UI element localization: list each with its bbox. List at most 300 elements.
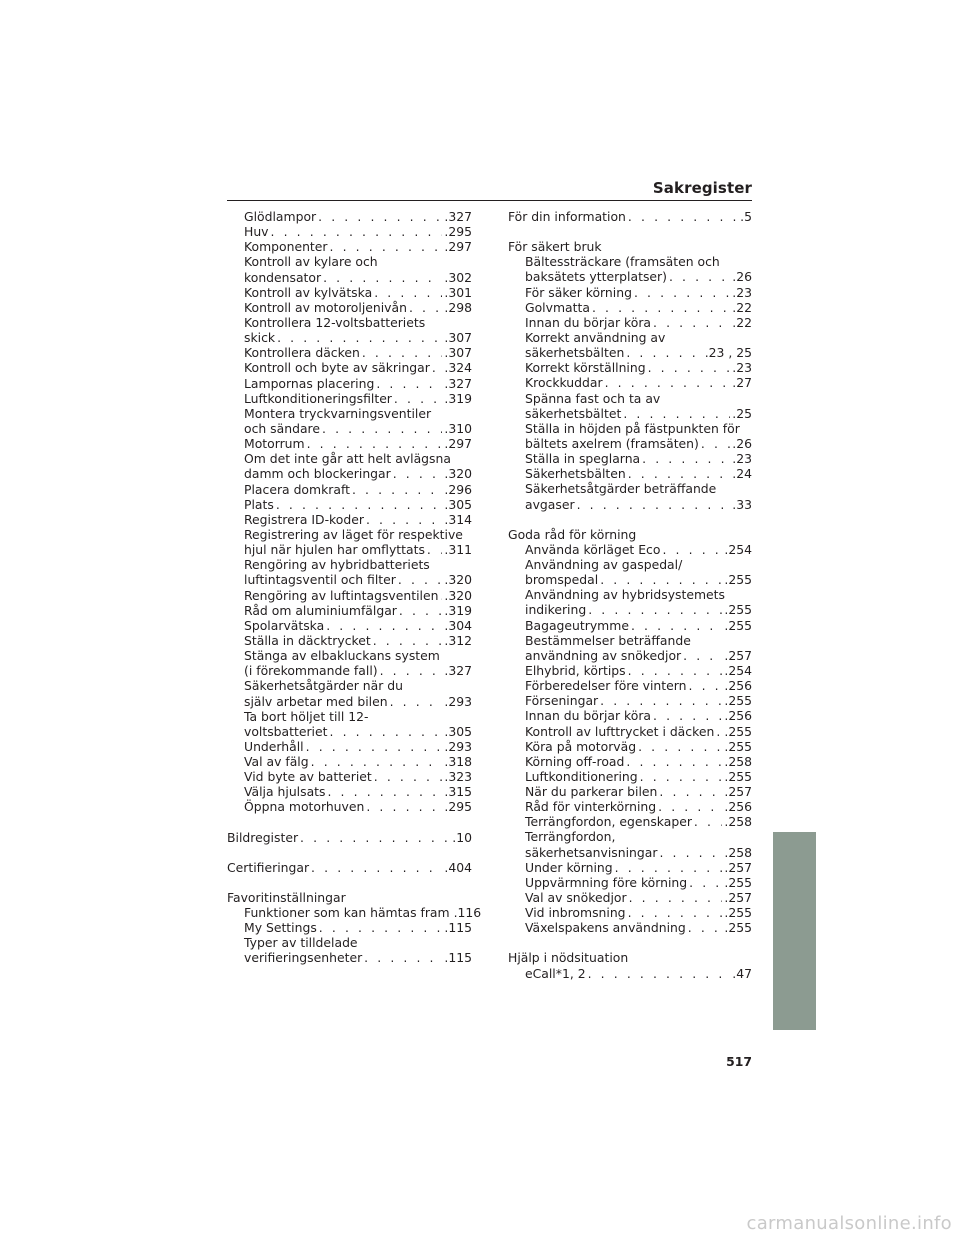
index-entry: [508, 799, 752, 814]
entry-page-ref: .24: [732, 466, 752, 482]
dot-leader: [626, 754, 722, 769]
index-entry: [227, 466, 472, 481]
index-heading: [227, 557, 472, 572]
entry-text: Krockkuddar: [525, 375, 603, 391]
entry-text: Kontroll av motoroljenivån: [244, 299, 407, 315]
entry-text: Användning av hybridsystemets: [525, 587, 725, 603]
entry-text: My Settings: [244, 920, 317, 936]
index-entry: [227, 633, 472, 648]
entry-page-ref: .22: [732, 299, 752, 315]
header-divider: [227, 200, 752, 201]
index-entry: [227, 391, 472, 406]
dot-leader: [327, 784, 442, 799]
entry-text: Kontroll av lufttrycket i däcken: [525, 723, 715, 739]
entry-text: När du parkerar bilen: [525, 784, 658, 800]
entry-text: Certifieringar: [227, 859, 310, 875]
entry-page-ref: .298: [444, 299, 472, 315]
index-entry: [227, 860, 472, 875]
entry-page-ref: .25: [732, 405, 752, 421]
index-entry: [227, 920, 472, 935]
index-entry: [227, 799, 472, 814]
dot-leader: [300, 830, 450, 845]
index-entry: [508, 754, 752, 769]
index-entry: [227, 739, 472, 754]
entry-page-ref: .10: [452, 829, 472, 845]
entry-text: Förberedelser före vintern: [525, 678, 687, 694]
index-entry: [227, 603, 472, 618]
entry-text: Hjälp i nödsituation: [508, 950, 629, 966]
entry-page-ref: .47: [732, 965, 752, 981]
dot-leader: [694, 814, 722, 829]
entry-text: hjul när hjulen har omflyttats: [244, 542, 425, 558]
entry-text: Köra på motorväg: [525, 738, 637, 754]
entry-text: Elhybrid, körtips: [525, 662, 626, 678]
entry-page-ref: .23: [732, 451, 752, 467]
entry-page-ref: .255: [724, 723, 752, 739]
dot-leader: [688, 920, 723, 935]
index-entry: [508, 648, 752, 663]
entry-page-ref: .327: [444, 209, 472, 224]
dot-leader: [399, 603, 443, 618]
entry-text: säkerhetsbälten: [525, 345, 625, 361]
entry-text: eCall*1, 2: [525, 965, 586, 981]
entry-text: Bagageutrymme: [525, 617, 629, 633]
dot-leader: [631, 618, 722, 633]
index-entry: [227, 224, 472, 239]
entry-text: Använda körläget Eco: [525, 541, 661, 557]
dot-leader: [623, 406, 730, 421]
index-entry: [508, 375, 752, 390]
entry-text: luftintagsventil och filter: [244, 572, 396, 588]
entry-text: Säkerhetsbälten: [525, 466, 626, 482]
dot-leader: [352, 482, 442, 497]
entry-text: Innan du börjar köra: [525, 708, 652, 724]
page-number: 517: [726, 1054, 752, 1069]
page-title: Sakregister: [652, 179, 752, 197]
dot-leader: [689, 678, 723, 693]
index-entry: [508, 663, 752, 678]
entry-page-ref: .258: [724, 753, 752, 769]
entry-text: och sändare: [244, 420, 320, 436]
entry-page-ref: .314: [444, 511, 472, 527]
entry-page-ref: .254: [724, 662, 752, 678]
index-entry: [508, 269, 752, 284]
index-entry: [508, 693, 752, 708]
index-entry: [508, 769, 752, 784]
dot-leader: [605, 375, 731, 390]
dot-leader: [326, 618, 442, 633]
entry-text: Stänga av elbakluckans system: [244, 648, 440, 664]
entry-text: Ställa in speglarna: [525, 451, 641, 467]
index-entry: [227, 512, 472, 527]
index-entry: [508, 678, 752, 693]
entry-page-ref: .26: [732, 269, 752, 285]
index-entry: [508, 739, 752, 754]
entry-page-ref: .255: [724, 905, 752, 921]
index-heading: [227, 709, 472, 724]
index-entry: [508, 860, 752, 875]
entry-text: Körning off-road: [525, 753, 625, 769]
index-entry: [227, 694, 472, 709]
index-entry: [227, 724, 472, 739]
dot-leader: [669, 269, 730, 284]
entry-page-ref: .295: [444, 799, 472, 815]
index-entry: [227, 830, 472, 845]
entry-page-ref: .302: [444, 269, 472, 285]
entry-text: Vid byte av batteriet: [244, 769, 372, 785]
dot-leader: [600, 693, 722, 708]
entry-text: Terrängfordon, egenskaper: [525, 814, 692, 830]
index-entry: [227, 345, 472, 360]
dot-leader: [393, 466, 443, 481]
dot-leader: [658, 799, 722, 814]
index-column-right: [508, 209, 752, 981]
dot-leader: [427, 542, 443, 557]
dot-leader: [683, 648, 722, 663]
entry-page-ref: .255: [724, 602, 752, 618]
entry-text: Komponenter: [244, 239, 328, 255]
entry-text: Luftkonditionering: [525, 768, 638, 784]
index-entry: [508, 724, 752, 739]
entry-page-ref: .295: [444, 224, 472, 240]
dot-leader: [628, 905, 723, 920]
index-entry: [227, 436, 472, 451]
index-heading: [227, 890, 472, 905]
dot-leader: [307, 436, 443, 451]
entry-text: (i förekommande fall): [244, 663, 378, 679]
index-entry: [227, 330, 472, 345]
dot-leader: [653, 708, 722, 723]
entry-text: bromspedal: [525, 572, 599, 588]
entry-page-ref: .297: [444, 239, 472, 255]
dot-leader: [398, 572, 443, 587]
entry-text: baksätets ytterplatser): [525, 269, 667, 285]
entry-text: Välja hjulsats: [244, 784, 326, 800]
index-entry: [227, 618, 472, 633]
index-entry: [508, 618, 752, 633]
entry-text: Rengöring av hybridbatteriets: [244, 557, 430, 573]
index-entry: [508, 345, 752, 360]
entry-text: Växelspakens användning: [525, 920, 686, 936]
entry-text: Ställa in däcktrycket: [244, 632, 371, 648]
dot-leader: [716, 724, 722, 739]
entry-text: Spänna fast och ta av: [525, 390, 661, 406]
index-entry: [508, 497, 752, 512]
index-heading: [508, 391, 752, 406]
entry-text: voltsbatteriet: [244, 723, 328, 739]
dot-leader: [319, 920, 443, 935]
index-entry: [227, 542, 472, 557]
dot-leader: [640, 769, 723, 784]
entry-page-ref: .254: [724, 541, 752, 557]
entry-text: Goda råd för körning: [508, 526, 637, 542]
entry-page-ref: .257: [724, 784, 752, 800]
index-entry: [227, 270, 472, 285]
index-heading: [508, 829, 752, 844]
index-entry: [508, 966, 752, 981]
entry-text: Val av snökedjor: [525, 890, 627, 906]
entry-text: Val av fälg: [244, 754, 309, 770]
entry-page-ref: .301: [444, 284, 472, 300]
entry-page-ref: .293: [444, 693, 472, 709]
index-entry: [508, 406, 752, 421]
entry-text: Förseningar: [525, 693, 599, 709]
entry-page-ref: .255: [724, 920, 752, 936]
dot-leader: [322, 421, 442, 436]
entry-page-ref: .296: [444, 481, 472, 497]
entry-text: säkerhetsanvisningar: [525, 844, 658, 860]
entry-page-ref: .255: [724, 572, 752, 588]
entry-text: Plats: [244, 496, 274, 512]
dot-leader: [642, 451, 730, 466]
index-entry: [227, 360, 472, 375]
index-heading: [227, 935, 472, 950]
entry-page-ref: .305: [444, 723, 472, 739]
entry-page-ref: .315: [444, 784, 472, 800]
index-entry: [508, 572, 752, 587]
entry-text: skick: [244, 330, 276, 346]
entry-page-ref: .320: [444, 587, 472, 603]
dot-leader: [600, 572, 722, 587]
dot-leader: [323, 270, 442, 285]
index-entry: [508, 209, 752, 224]
dot-leader: [648, 360, 731, 375]
index-column-left: [227, 209, 482, 966]
entry-text: Råd för vinterkörning: [525, 799, 657, 815]
entry-text: Underhåll: [244, 738, 304, 754]
entry-page-ref: .116: [453, 905, 482, 921]
dot-leader: [432, 360, 443, 375]
dot-leader: [628, 466, 731, 481]
index-heading: [227, 315, 472, 330]
entry-page-ref: .23: [732, 284, 752, 300]
dot-leader: [376, 376, 442, 391]
dot-leader: [440, 588, 442, 603]
dot-leader: [373, 633, 443, 648]
watermark: carmanualsonline.info: [746, 1213, 952, 1234]
index-entry: [227, 497, 472, 512]
dot-leader: [380, 663, 443, 678]
entry-text: Motorrum: [244, 436, 305, 452]
entry-page-ref: .255: [724, 617, 752, 633]
index-entry: [227, 300, 472, 315]
entry-page-ref: .305: [444, 496, 472, 512]
index-entry: [227, 769, 472, 784]
entry-text: indikering: [525, 602, 587, 618]
index-heading: [227, 406, 472, 421]
entry-text: Bildregister: [227, 829, 299, 845]
index-entry: [508, 602, 752, 617]
entry-text: Glödlampor: [244, 209, 317, 224]
entry-text: Placera domkraft: [244, 481, 350, 497]
dot-leader: [366, 799, 442, 814]
entry-page-ref: .319: [444, 602, 472, 618]
entry-page-ref: .307: [444, 330, 472, 346]
entry-text: Luftkonditioneringsfilter: [244, 390, 392, 406]
entry-page-ref: .307: [444, 345, 472, 361]
index-entry: [508, 436, 752, 451]
index-heading: [508, 254, 752, 269]
entry-page-ref: .293: [444, 738, 472, 754]
entry-text: Typer av tilldelade: [244, 935, 358, 951]
entry-text: Användning av gaspedal/: [525, 556, 683, 572]
entry-text: Kontroll av kylare och: [244, 254, 378, 270]
entry-page-ref: .323: [444, 769, 472, 785]
entry-page-ref: .324: [444, 360, 472, 376]
entry-text: Bältessträckare (framsäten och: [525, 254, 720, 270]
index-entry: [508, 814, 752, 829]
index-entry: [508, 920, 752, 935]
dot-leader: [318, 209, 442, 224]
index-entry: [227, 588, 472, 603]
entry-text: Råd om aluminiumfälgar: [244, 602, 397, 618]
index-entry: [227, 572, 472, 587]
dot-leader: [374, 769, 443, 784]
dot-leader: [330, 239, 443, 254]
dot-leader: [409, 300, 442, 315]
index-entry: [227, 950, 472, 965]
entry-text: För säker körning: [525, 284, 632, 300]
dot-leader: [615, 860, 723, 875]
index-entry: [227, 905, 482, 921]
entry-text: Uppvärmning före körning: [525, 874, 688, 890]
dot-leader: [330, 724, 443, 739]
dot-leader: [588, 602, 722, 617]
entry-page-ref: .5: [740, 209, 752, 224]
index-entry: [508, 285, 752, 300]
entry-page-ref: .297: [444, 436, 472, 452]
entry-page-ref: .320: [444, 572, 472, 588]
dot-leader: [306, 739, 443, 754]
dot-leader: [364, 950, 442, 965]
entry-page-ref: .311: [444, 542, 472, 558]
entry-page-ref: .255: [724, 874, 752, 890]
dot-leader: [271, 224, 443, 239]
entry-page-ref: .257: [724, 859, 752, 875]
entry-page-ref: .312: [444, 632, 472, 648]
entry-text: Innan du börjar köra: [525, 314, 652, 330]
index-heading: [508, 527, 752, 542]
index-entry: [227, 376, 472, 391]
entry-text: För din information: [508, 209, 626, 224]
entry-text: Kontroll och byte av säkringar: [244, 360, 430, 376]
entry-page-ref: .22: [732, 314, 752, 330]
index-entry: [227, 239, 472, 254]
entry-text: Terrängfordon,: [525, 829, 616, 845]
entry-text: Korrekt körställning: [525, 360, 646, 376]
index-entry: [227, 482, 472, 497]
dot-leader: [689, 875, 722, 890]
entry-page-ref: .255: [724, 738, 752, 754]
index-heading: [508, 633, 752, 648]
entry-page-ref: .258: [724, 814, 752, 830]
entry-page-ref: .320: [444, 466, 472, 482]
entry-page-ref: .23: [732, 360, 752, 376]
index-heading: [508, 557, 752, 572]
entry-page-ref: .257: [724, 890, 752, 906]
index-entry: [227, 754, 472, 769]
entry-text: Montera tryckvarningsventiler: [244, 405, 432, 421]
entry-text: Kontrollera däcken: [244, 345, 360, 361]
entry-text: användning av snökedjor: [525, 647, 682, 663]
dot-leader: [394, 391, 442, 406]
dot-leader: [626, 345, 702, 360]
dot-leader: [638, 739, 722, 754]
dot-leader: [662, 542, 722, 557]
index-heading: [508, 481, 752, 496]
index-heading: [227, 527, 472, 542]
entry-text: Favoritinställningar: [227, 889, 346, 905]
index-entry: [227, 421, 472, 436]
dot-leader: [366, 512, 442, 527]
index-entry: [508, 451, 752, 466]
entry-text: Ta bort höljet till 12-: [244, 708, 369, 724]
dot-leader: [659, 845, 722, 860]
entry-page-ref: .255: [724, 768, 752, 784]
entry-page-ref: .310: [444, 420, 472, 436]
dot-leader: [277, 330, 442, 345]
index-entry: [508, 542, 752, 557]
dot-leader: [374, 285, 442, 300]
dot-leader: [628, 209, 738, 224]
index-entry: [227, 784, 472, 799]
entry-text: Lampornas placering: [244, 375, 375, 391]
index-entry: [508, 890, 752, 905]
entry-text: För säkert bruk: [508, 239, 602, 255]
index-entry: [508, 845, 752, 860]
entry-page-ref: .115: [444, 920, 472, 936]
index-heading: [508, 587, 752, 602]
dot-leader: [629, 890, 723, 905]
dot-leader: [311, 754, 443, 769]
entry-text: Bestämmelser beträffande: [525, 632, 691, 648]
entry-text: verifieringsenheter: [244, 950, 363, 966]
entry-text: avgaser: [525, 496, 575, 512]
index-heading: [508, 330, 752, 345]
index-entry: [508, 875, 752, 890]
entry-page-ref: .256: [724, 708, 752, 724]
entry-page-ref: .318: [444, 754, 472, 770]
entry-page-ref: .115: [444, 950, 472, 966]
entry-text: Öppna motorhuven: [244, 799, 365, 815]
dot-leader: [659, 784, 722, 799]
index-entry: [508, 360, 752, 375]
entry-page-ref: .258: [724, 844, 752, 860]
dot-leader: [276, 497, 443, 512]
entry-text: Rengöring av luftintagsventilen: [244, 587, 439, 603]
entry-page-ref: .23 , 25: [704, 345, 752, 361]
entry-text: Kontrollera 12-voltsbatteriets: [244, 314, 426, 330]
entry-page-ref: .327: [444, 375, 472, 391]
dot-leader: [588, 966, 731, 981]
entry-page-ref: .404: [444, 859, 472, 875]
index-heading: [227, 451, 472, 466]
entry-text: Golvmatta: [525, 299, 590, 315]
entry-text: damm och blockeringar: [244, 466, 391, 482]
dot-leader: [592, 300, 730, 315]
entry-page-ref: .27: [732, 375, 752, 391]
entry-text: Säkerhetsåtgärder beträffande: [525, 481, 717, 497]
index-heading: [227, 648, 472, 663]
entry-text: säkerhetsbältet: [525, 405, 622, 421]
entry-text: Om det inte går att helt avlägsna: [244, 451, 451, 467]
entry-page-ref: .256: [724, 678, 752, 694]
entry-text: Registrera ID-koder: [244, 511, 364, 527]
index-heading: [508, 421, 752, 436]
entry-text: Kontroll av kylvätska: [244, 284, 373, 300]
entry-page-ref: .327: [444, 663, 472, 679]
entry-page-ref: .255: [724, 693, 752, 709]
